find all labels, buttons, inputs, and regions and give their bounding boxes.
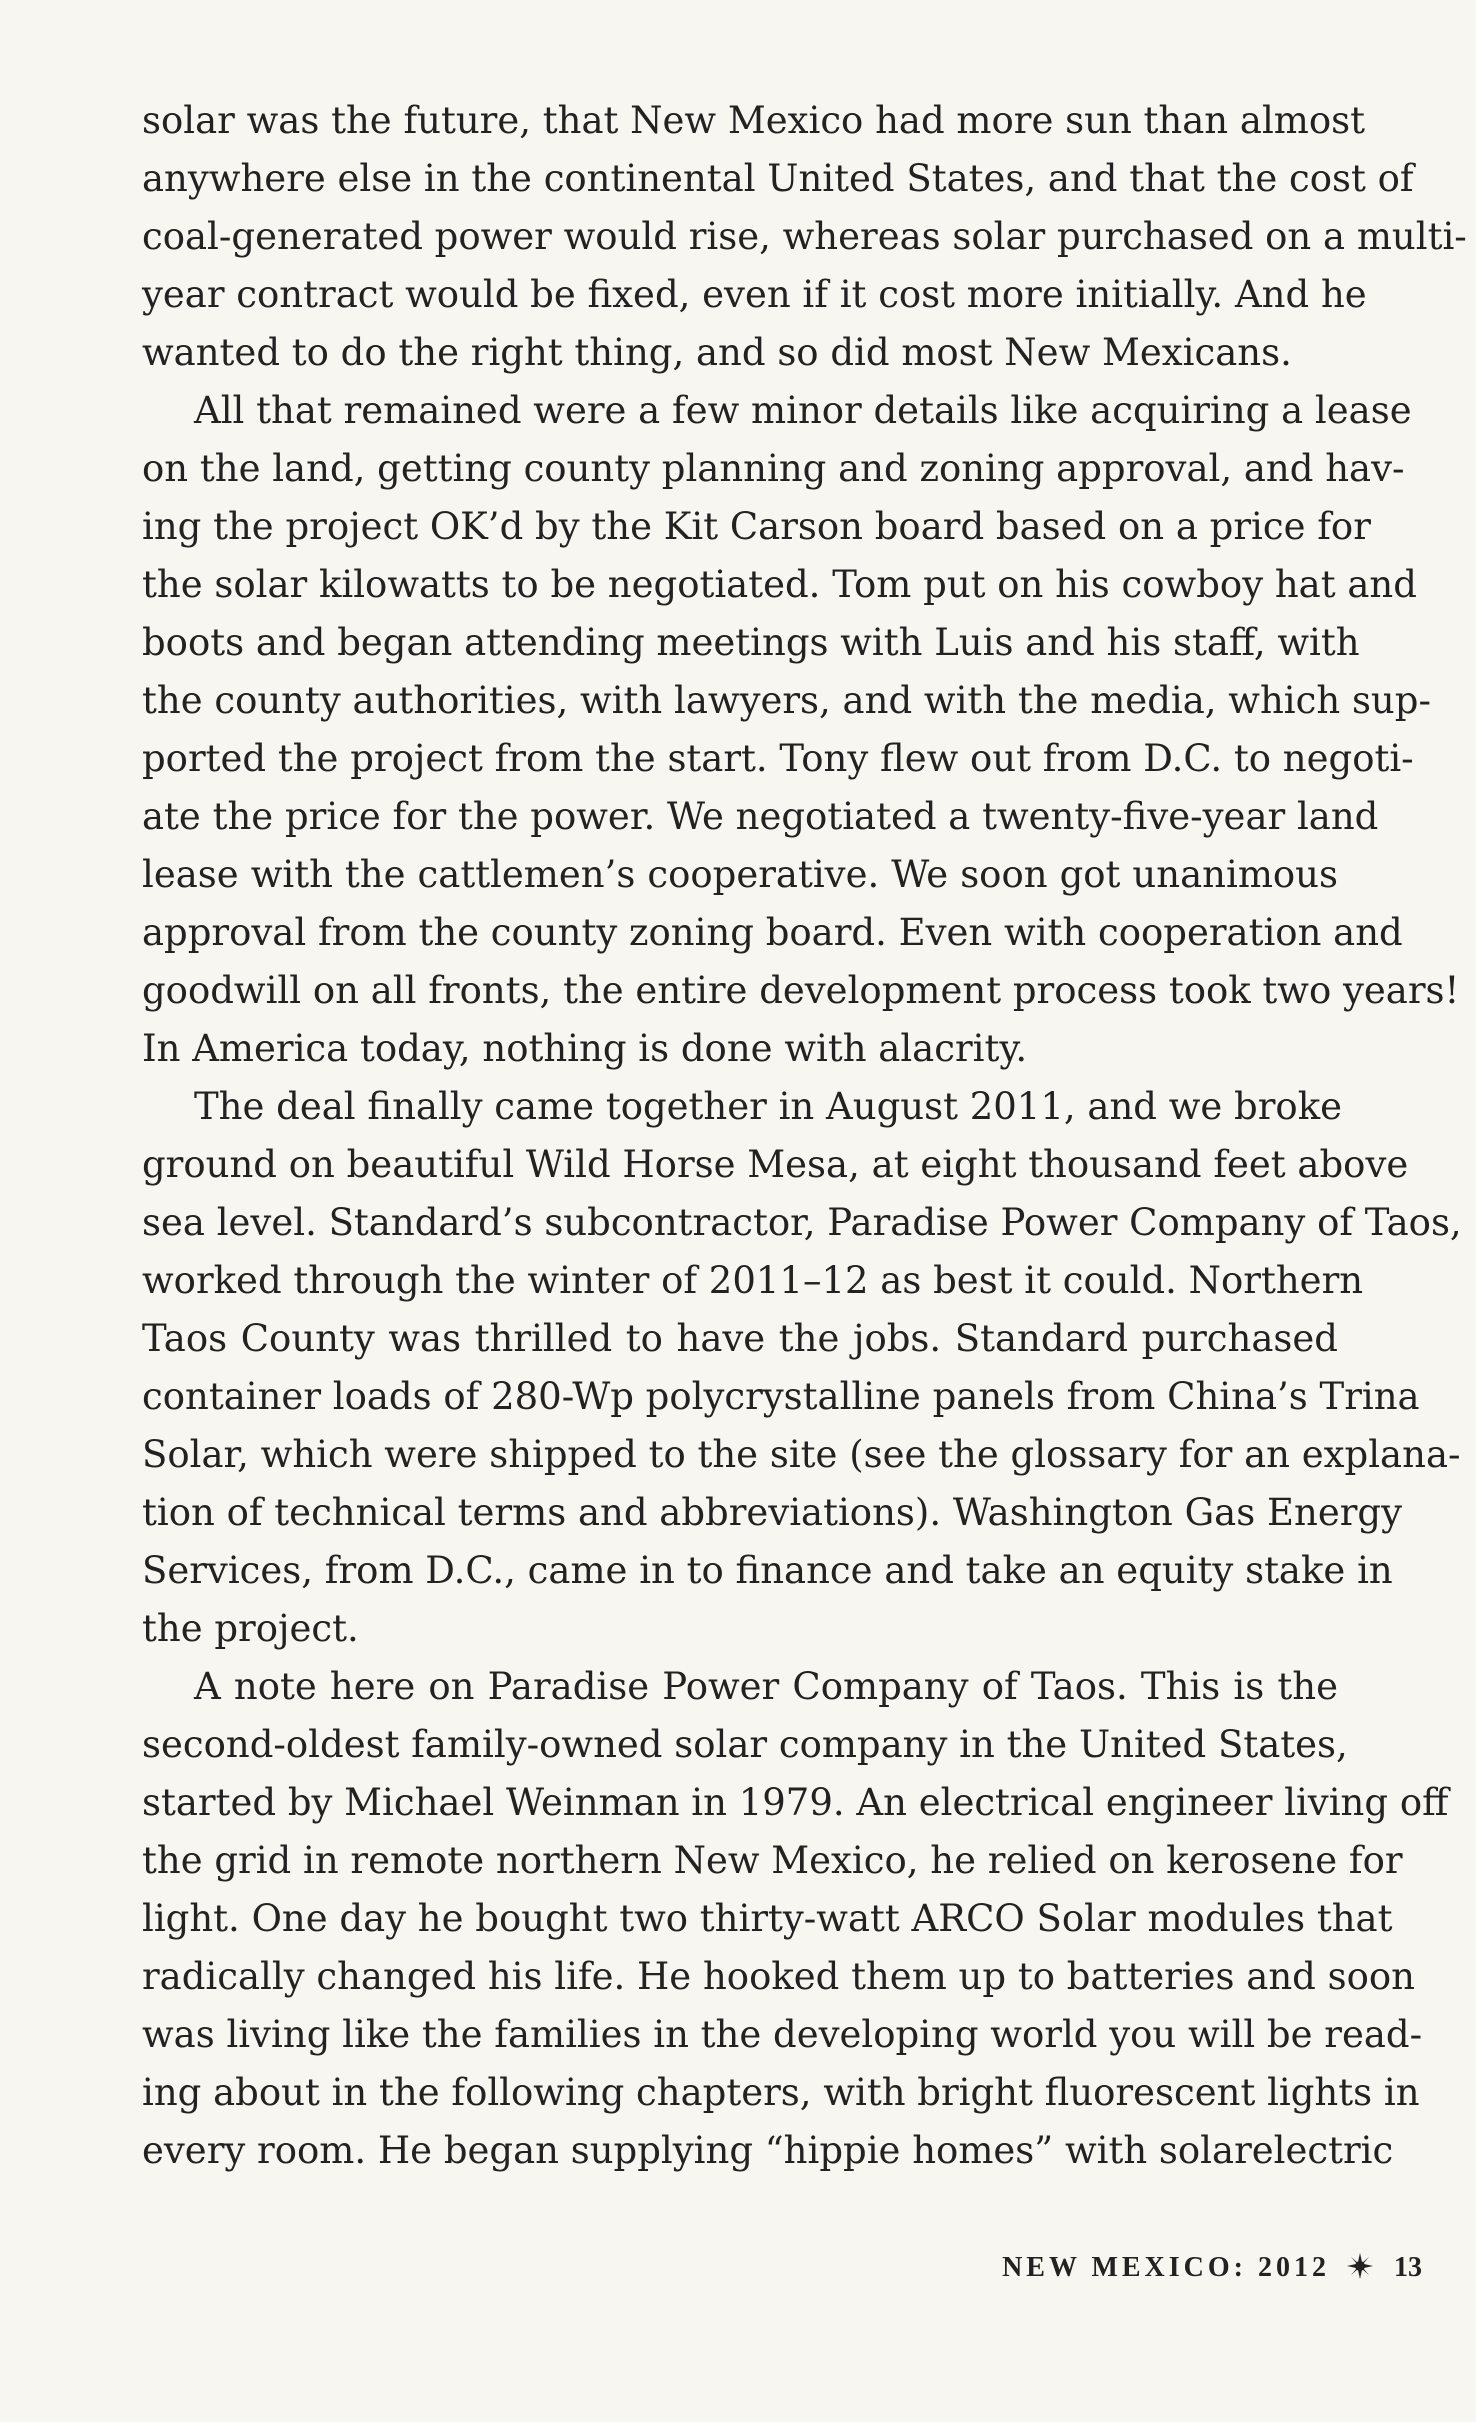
- text-line: container loads of 280-Wp polycrystalline panels from China’s Trina: [142, 1375, 1420, 1418]
- text-line: The deal finally came together in August 2011, and we broke: [194, 1085, 1343, 1128]
- text-line: A note here on Paradise Power Company of Taos. This is the: [194, 1665, 1338, 1708]
- text-line: coal-generated power would rise, whereas solar purchased on a multi-: [142, 215, 1467, 258]
- text-line: the county authorities, with lawyers, and with the media, which sup-: [142, 679, 1431, 722]
- star-burst-icon: [1347, 2253, 1373, 2287]
- page-footer: [1002, 2252, 1422, 2287]
- page-number: 13: [1394, 2252, 1422, 2283]
- text-line: ing about in the following chapters, with bright fluorescent lights in: [142, 2071, 1420, 2114]
- text-line: every room. He began supplying “hippie homes” with solarelectric: [142, 2129, 1394, 2172]
- text-line: Taos County was thrilled to have the jobs. Standard purchased: [142, 1317, 1338, 1360]
- text-line: the grid in remote northern New Mexico, he relied on kerosene for: [142, 1839, 1403, 1882]
- text-line: sea level. Standard’s subcontractor, Paradise Power Company of Taos,: [142, 1201, 1462, 1244]
- text-line: In America today, nothing is done with alacrity.: [142, 1027, 1028, 1070]
- text-line: approval from the county zoning board. Even with cooperation and: [142, 911, 1403, 954]
- text-line: Services, from D.C., came in to finance and take an equity stake in: [142, 1549, 1393, 1592]
- text-line: worked through the winter of 2011–12 as best it could. Northern: [142, 1259, 1364, 1302]
- text-line: started by Michael Weinman in 1979. An electrical engineer living off: [142, 1781, 1449, 1824]
- text-line: anywhere else in the continental United States, and that the cost of: [142, 157, 1414, 200]
- text-line: second-oldest family-owned solar company in the United States,: [142, 1723, 1348, 1766]
- text-line: the project.: [142, 1607, 359, 1650]
- text-line: radically changed his life. He hooked them up to batteries and soon: [142, 1955, 1415, 1998]
- text-line: light. One day he bought two thirty-watt ARCO Solar modules that: [142, 1897, 1393, 1940]
- text-line: was living like the families in the developing world you will be read-: [142, 2013, 1423, 2056]
- text-line: on the land, getting county planning and zoning approval, and hav-: [142, 447, 1405, 490]
- text-line: goodwill on all fronts, the entire development process took two years!: [142, 969, 1460, 1012]
- text-line: Solar, which were shipped to the site (see the glossary for an explana-: [142, 1433, 1461, 1476]
- text-line: lease with the cattlemen’s cooperative. We soon got unanimous: [142, 853, 1338, 896]
- text-line: ate the price for the power. We negotiated a twenty-five-year land: [142, 795, 1379, 838]
- text-line: ing the project OK’d by the Kit Carson board based on a price for: [142, 505, 1371, 548]
- body-text: [142, 92, 1467, 2180]
- text-line: year contract would be fixed, even if it cost more initially. And he: [142, 273, 1367, 316]
- text-line: All that remained were a few minor details like acquiring a lease: [194, 389, 1412, 432]
- text-line: ground on beautiful Wild Horse Mesa, at eight thousand feet above: [142, 1143, 1409, 1186]
- text-line: wanted to do the right thing, and so did most New Mexicans.: [142, 331, 1292, 374]
- text-line: ported the project from the start. Tony flew out from D.C. to negoti-: [142, 737, 1414, 780]
- text-line: the solar kilowatts to be negotiated. Tom put on his cowboy hat and: [142, 563, 1417, 606]
- text-line: tion of technical terms and abbreviations). Washington Gas Energy: [142, 1491, 1402, 1534]
- running-head: NEW MEXICO: 2012: [1002, 2252, 1330, 2283]
- text-line: boots and began attending meetings with Luis and his staff, with: [142, 621, 1360, 664]
- text-line: solar was the future, that New Mexico had more sun than almost: [142, 99, 1366, 142]
